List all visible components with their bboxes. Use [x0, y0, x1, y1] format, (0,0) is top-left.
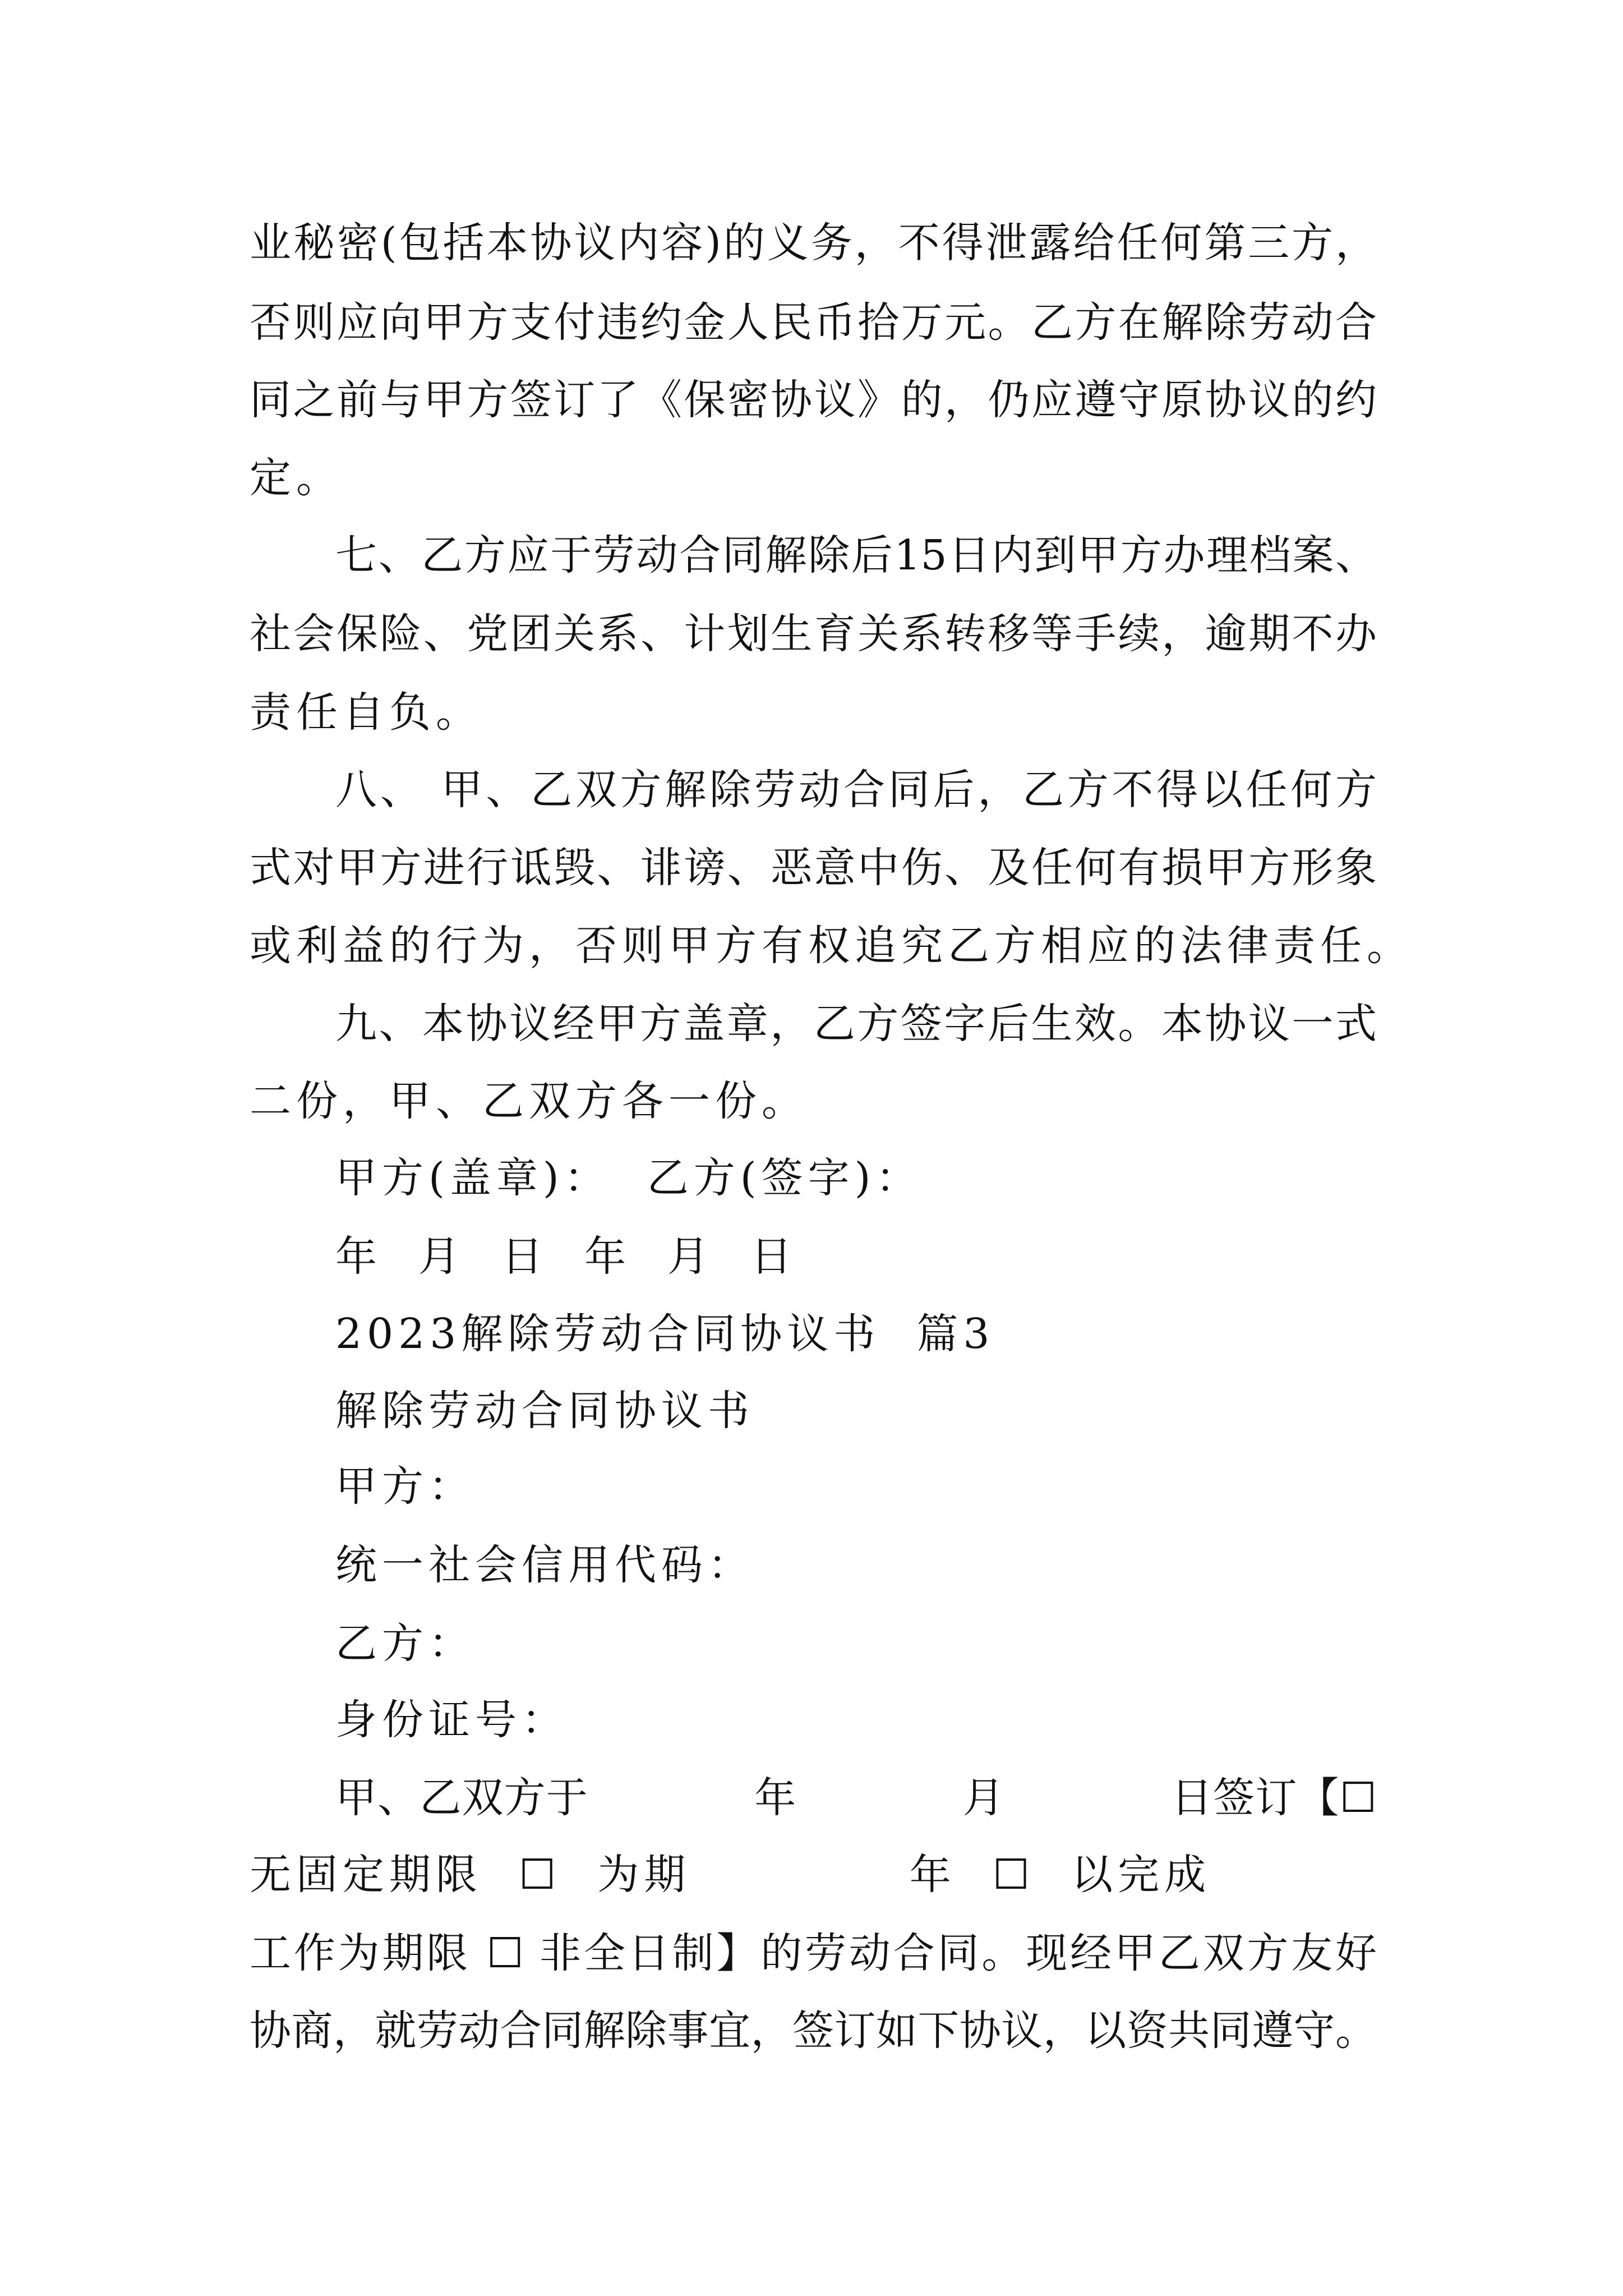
date-line: 年 月 日 年 月 日	[335, 1232, 797, 1281]
signature-line: 甲方(盖章)： 乙方(签字)：	[335, 1154, 923, 1202]
contract-intro-line-4: 协商，就劳动合同解除事宜，签订如下协议，以资共同遵守。	[250, 2007, 1377, 2055]
clause-seven-line-1: 七、乙方应于劳动合同解除后15日内到甲方办理档案、	[335, 531, 1377, 579]
confidentiality-line-1: 业秘密(包括本协议内容)的义务，不得泄露给任何第三方，	[250, 219, 1377, 267]
confidentiality-line-2: 否则应向甲方支付违约金人民币拾万元。乙方在解除劳动合	[250, 298, 1377, 347]
confidentiality-line-4: 定。	[250, 454, 343, 502]
contract-intro-line-1: 甲、乙双方于 年 月 日签订【☐	[335, 1774, 1377, 1822]
clause-eight-line-2: 式对甲方进行诋毁、诽谤、恶意中伤、及任何有损甲方形象	[250, 844, 1377, 892]
confidentiality-line-3: 同之前与甲方签订了《保密协议》的，仍应遵守原协议的约	[250, 376, 1377, 424]
party-a-label: 甲方：	[335, 1462, 475, 1511]
clause-seven-line-3: 责任自负。	[250, 688, 482, 737]
clause-eight-line-1: 八、 甲、乙双方解除劳动合同后，乙方不得以任何方	[335, 766, 1377, 814]
clause-nine-line-1: 九、本协议经甲方盖章，乙方签字后生效。本协议一式	[335, 1000, 1377, 1048]
id-number-label: 身份证号：	[335, 1696, 568, 1744]
contract-intro-line-3: 工作为期限 ☐ 非全日制】的劳动合同。现经甲乙双方友好	[250, 1929, 1377, 1977]
section-heading: 2023解除劳动合同协议书 篇3	[335, 1310, 995, 1358]
clause-seven-line-2: 社会保险、党团关系、计划生育关系转移等手续，逾期不办	[250, 610, 1377, 658]
contract-intro-line-2: 无固定期限 ☐ 为期 年 ☐ 以完成	[250, 1851, 1211, 1899]
clause-nine-line-2: 二份，甲、乙双方各一份。	[250, 1077, 808, 1125]
clause-eight-line-3: 或利益的行为，否则甲方有权追究乙方相应的法律责任。	[250, 922, 1413, 970]
credit-code-label: 统一社会信用代码：	[335, 1541, 754, 1589]
party-b-label: 乙方：	[335, 1619, 475, 1668]
document-title: 解除劳动合同协议书	[335, 1387, 754, 1435]
